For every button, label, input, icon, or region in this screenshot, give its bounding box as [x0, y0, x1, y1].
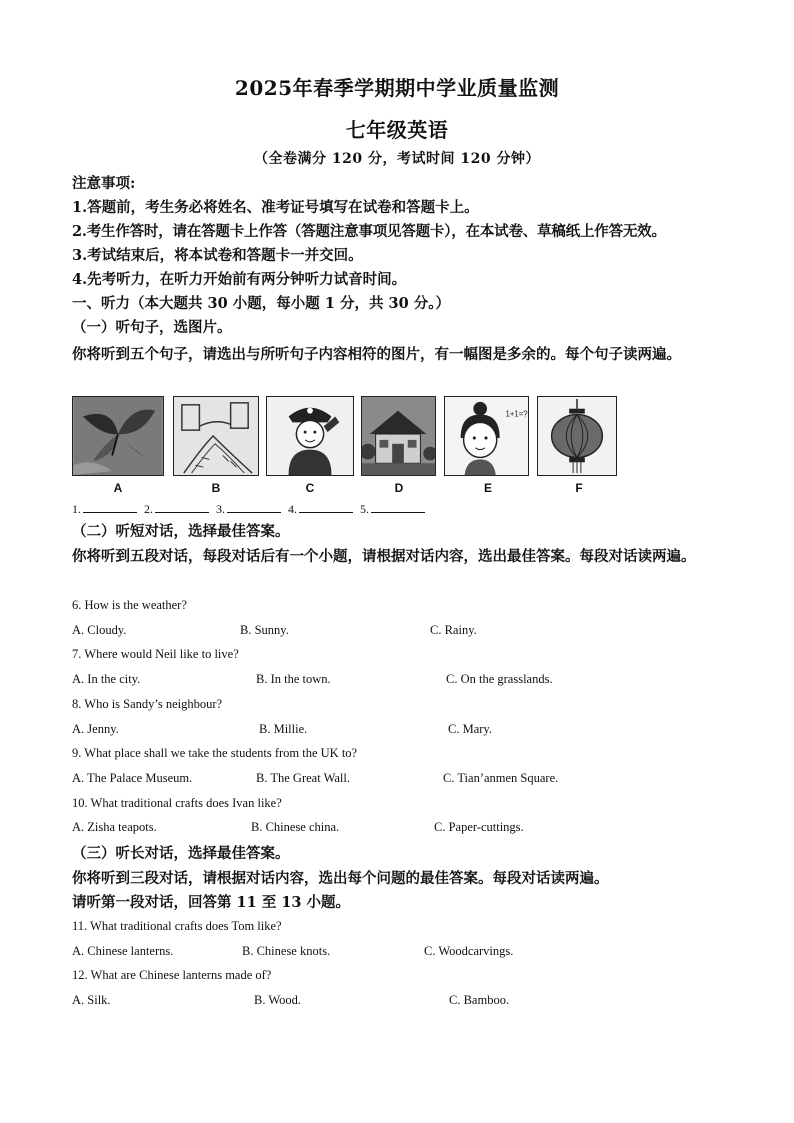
answer-blank[interactable] [155, 500, 209, 513]
part3-heading: （三）听长对话，选择最佳答案。 [72, 845, 290, 862]
blank-number: 3. [216, 502, 225, 516]
part3-instruction: 你将听到三段对话，请根据对话内容，选出每个问题的最佳答案。每段对话读两遍。 [72, 870, 609, 887]
house-icon [362, 397, 435, 475]
notice-item-2: 2.考生作答时，请在答题卡上作答（答题注意事项见答题卡），在本试卷、草稿纸上作答无效。 [72, 223, 666, 240]
picture-f-lantern [537, 396, 617, 476]
picture-e-girl-thinking [444, 396, 529, 476]
girl-thinking-icon [445, 397, 528, 475]
math-text: 1+1=? [505, 409, 528, 419]
option-7c[interactable]: C. On the grasslands. [446, 672, 553, 686]
blank-number: 1. [72, 502, 81, 516]
butterfly-icon [73, 397, 163, 475]
part1-heading: （一）听句子，选图片。 [72, 319, 232, 336]
picture-d-house [361, 396, 436, 476]
picture-label-e: E [483, 481, 492, 495]
blank-number: 4. [288, 502, 297, 516]
picture-c-police-officer [266, 396, 354, 476]
picture-label-a: A [113, 481, 123, 495]
question-6: 6. How is the weather? [72, 598, 187, 612]
picture-label-b: B [211, 481, 221, 495]
option-8c[interactable]: C. Mary. [448, 722, 492, 736]
picture-b-great-wall [173, 396, 259, 476]
exam-subtitle: （全卷满分 120 分，考试时间 120 分钟） [254, 151, 540, 167]
section-heading: 一、听力（本大题共 30 小题，每小题 1 分，共 30 分。） [72, 295, 450, 312]
part1-instruction: 你将听到五个句子，请选出与所听句子内容相符的图片，有一幅图是多余的。每个句子读两遍。 [72, 346, 681, 363]
picture-label-f: F [575, 481, 583, 495]
part2-heading: （二）听短对话，选择最佳答案。 [72, 523, 290, 540]
option-7b[interactable]: B. In the town. [256, 672, 331, 686]
question-12: 12. What are Chinese lanterns made of? [72, 968, 272, 982]
question-7: 7. Where would Neil like to live? [72, 647, 239, 661]
question-9: 9. What place shall we take the students from the UK to? [72, 746, 358, 760]
option-7a[interactable]: A. In the city. [72, 672, 141, 686]
option-6c[interactable]: C. Rainy. [430, 623, 477, 637]
answer-blank[interactable] [227, 500, 281, 513]
option-11c[interactable]: C. Woodcarvings. [424, 944, 514, 958]
picture-a-butterfly [72, 396, 164, 476]
part2-instruction: 你将听到五段对话，每段对话后有一个小题，请根据对话内容，选出最佳答案。每段对话读两遍。 [72, 548, 696, 565]
option-10b[interactable]: B. Chinese china. [251, 820, 340, 834]
notice-item-3: 3.考试结束后，将本试卷和答题卡一并交回。 [72, 247, 363, 264]
option-8b[interactable]: B. Millie. [259, 722, 308, 736]
notice-heading: 注意事项: [72, 175, 136, 192]
blank-number: 2. [144, 502, 153, 516]
option-11b[interactable]: B. Chinese knots. [242, 944, 331, 958]
great-wall-icon [174, 397, 258, 475]
answer-blank[interactable] [83, 500, 137, 513]
question-10: 10. What traditional crafts does Ivan like? [72, 796, 282, 810]
picture-label-d: D [394, 481, 404, 495]
notice-item-4: 4.先考听力，在听力开始前有两分钟听力试音时间。 [72, 271, 407, 288]
option-12a[interactable]: A. Silk. [72, 993, 111, 1007]
option-8a[interactable]: A. Jenny. [72, 722, 119, 736]
option-9c[interactable]: C. Tian’anmen Square. [443, 771, 559, 785]
option-9a[interactable]: A. The Palace Museum. [72, 771, 193, 785]
option-6b[interactable]: B. Sunny. [240, 623, 289, 637]
question-8: 8. Who is Sandy’s neighbour? [72, 697, 223, 711]
police-officer-icon [267, 397, 353, 475]
answer-blank[interactable] [371, 500, 425, 513]
exam-title: 2025年春季学期期中学业质量监测 [234, 76, 560, 100]
blank-number: 5. [360, 502, 369, 516]
question-11: 11. What traditional crafts does Tom like? [72, 919, 282, 933]
part3-sub-instruction: 请听第一段对话，回答第 11 至 13 小题。 [72, 894, 351, 911]
option-6a[interactable]: A. Cloudy. [72, 623, 127, 637]
answer-blank[interactable] [299, 500, 353, 513]
option-10a[interactable]: A. Zisha teapots. [72, 820, 157, 834]
notice-item-1: 1.答题前，考生务必将姓名、准考证号填写在试卷和答题卡上。 [72, 199, 479, 216]
option-11a[interactable]: A. Chinese lanterns. [72, 944, 174, 958]
answer-blanks [72, 500, 429, 517]
lantern-icon [538, 397, 616, 475]
option-12b[interactable]: B. Wood. [254, 993, 302, 1007]
option-9b[interactable]: B. The Great Wall. [256, 771, 350, 785]
option-10c[interactable]: C. Paper-cuttings. [434, 820, 524, 834]
option-12c[interactable]: C. Bamboo. [449, 993, 510, 1007]
exam-subject: 七年级英语 [345, 118, 449, 142]
picture-label-c: C [305, 481, 315, 495]
